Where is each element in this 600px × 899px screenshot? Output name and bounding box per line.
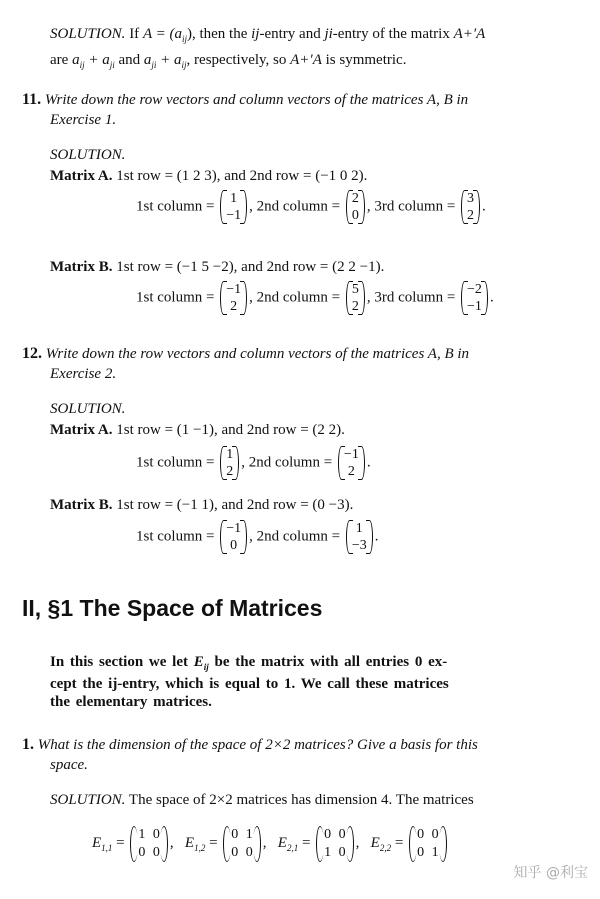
exercise-12-solution-label: SOLUTION.: [50, 401, 126, 417]
elementary-matrix-e11: $E_{1,1}$ = 1 0 0 0 ,: [92, 827, 178, 860]
column-vector: −1 2: [338, 446, 365, 480]
section-intro-line1: In this section we let $E_{ij}$ be the matrix with all entries 0 ex-: [50, 654, 448, 672]
watermark: 知乎 @利宝: [513, 865, 588, 881]
exercise-12-matrix-a-rows: Matrix A. 1st row = (1 −1), and 2nd row = (2 2).: [50, 422, 345, 438]
exercise-11-matrix-b-rows: Matrix B. 1st row = (−1 5 −2), and 2nd row = (2 2 −1).: [50, 259, 385, 275]
column-vector: 1 2: [220, 446, 239, 480]
exercise-12-matrix-a-columns: 1st column = 1 2 , 2nd column = −1 2 .: [136, 447, 371, 479]
column-vector: −1 0: [220, 520, 247, 554]
exercise-11-prompt-line2: Exercise 1.: [50, 112, 117, 128]
top-solution-line1: SOLUTION. If $A = (a_{ij})$, then the ij-entry and ji-entry of the matrix A+′A: [50, 26, 486, 44]
column-vector: −2 −1: [461, 281, 488, 315]
exercise-1-prompt: 1. What is the dimension of the space of 2×2 matrices? Give a basis for this: [22, 736, 478, 753]
exercise-11-matrix-a-rows: Matrix A. 1st row = (1 2 3), and 2nd row = (−1 0 2).: [50, 168, 368, 184]
exercise-12-matrix-b-rows: Matrix B. 1st row = (−1 1), and 2nd row = (0 −3).: [50, 497, 354, 513]
column-vector: 2 0: [346, 190, 365, 224]
elementary-matrix-e22: $E_{2,2}$ = 0 0 0 1: [371, 835, 449, 851]
elementary-matrix-e12: $E_{1,2}$ = 0 1 0 0 ,: [184, 827, 271, 860]
section-intro-line3: the elementary matrices.: [50, 694, 212, 710]
section-heading: II, §1 The Space of Matrices: [22, 595, 323, 621]
column-vector: 5 2: [346, 281, 365, 315]
solution-label: SOLUTION.: [50, 26, 126, 42]
section-intro-line2: cept the ij-entry, which is equal to 1. We call these matrices: [50, 676, 449, 692]
exercise-11-solution-label: SOLUTION.: [50, 147, 126, 163]
column-vector: 3 2: [461, 190, 480, 224]
exercise-12-prompt-line2: Exercise 2.: [50, 366, 117, 382]
elementary-matrices-row: [92, 826, 449, 862]
exercise-number: 12.: [22, 345, 42, 362]
top-solution-line2: are $a_{ij} + a_{ji}$ and $a_{ji} + a_{ij}$, respectively, so A+′A is symmetric.: [50, 52, 407, 70]
column-vector: −1 2: [220, 281, 247, 315]
exercise-number: 11.: [22, 91, 42, 108]
exercise-number: 1.: [22, 736, 34, 753]
exercise-12-prompt: 12. Write down the row vectors and column vectors of the matrices A, B in: [22, 345, 470, 362]
elementary-matrix-e21: $E_{2,1}$ = 0 0 1 0 ,: [277, 827, 364, 860]
exercise-12-matrix-b-columns: 1st column = −1 0 , 2nd column = 1 −3 .: [136, 521, 379, 553]
exercise-1-prompt-line2: space.: [50, 757, 88, 773]
column-vector: 1 −1: [220, 190, 247, 224]
exercise-11-matrix-b-columns: 1st column = −1 2 , 2nd column = 5 2 , 3rd column = −2 −1 .: [136, 282, 494, 314]
exercise-1-solution: SOLUTION. The space of 2×2 matrices has dimension 4. The matrices: [50, 792, 474, 808]
exercise-11-prompt: 11. Write down the row vectors and column vectors of the matrices A, B in: [22, 91, 469, 108]
column-vector: 1 −3: [346, 520, 373, 554]
exercise-11-matrix-a-columns: 1st column = 1 −1 , 2nd column = 2 0 , 3rd column = 3 2 .: [136, 191, 486, 223]
